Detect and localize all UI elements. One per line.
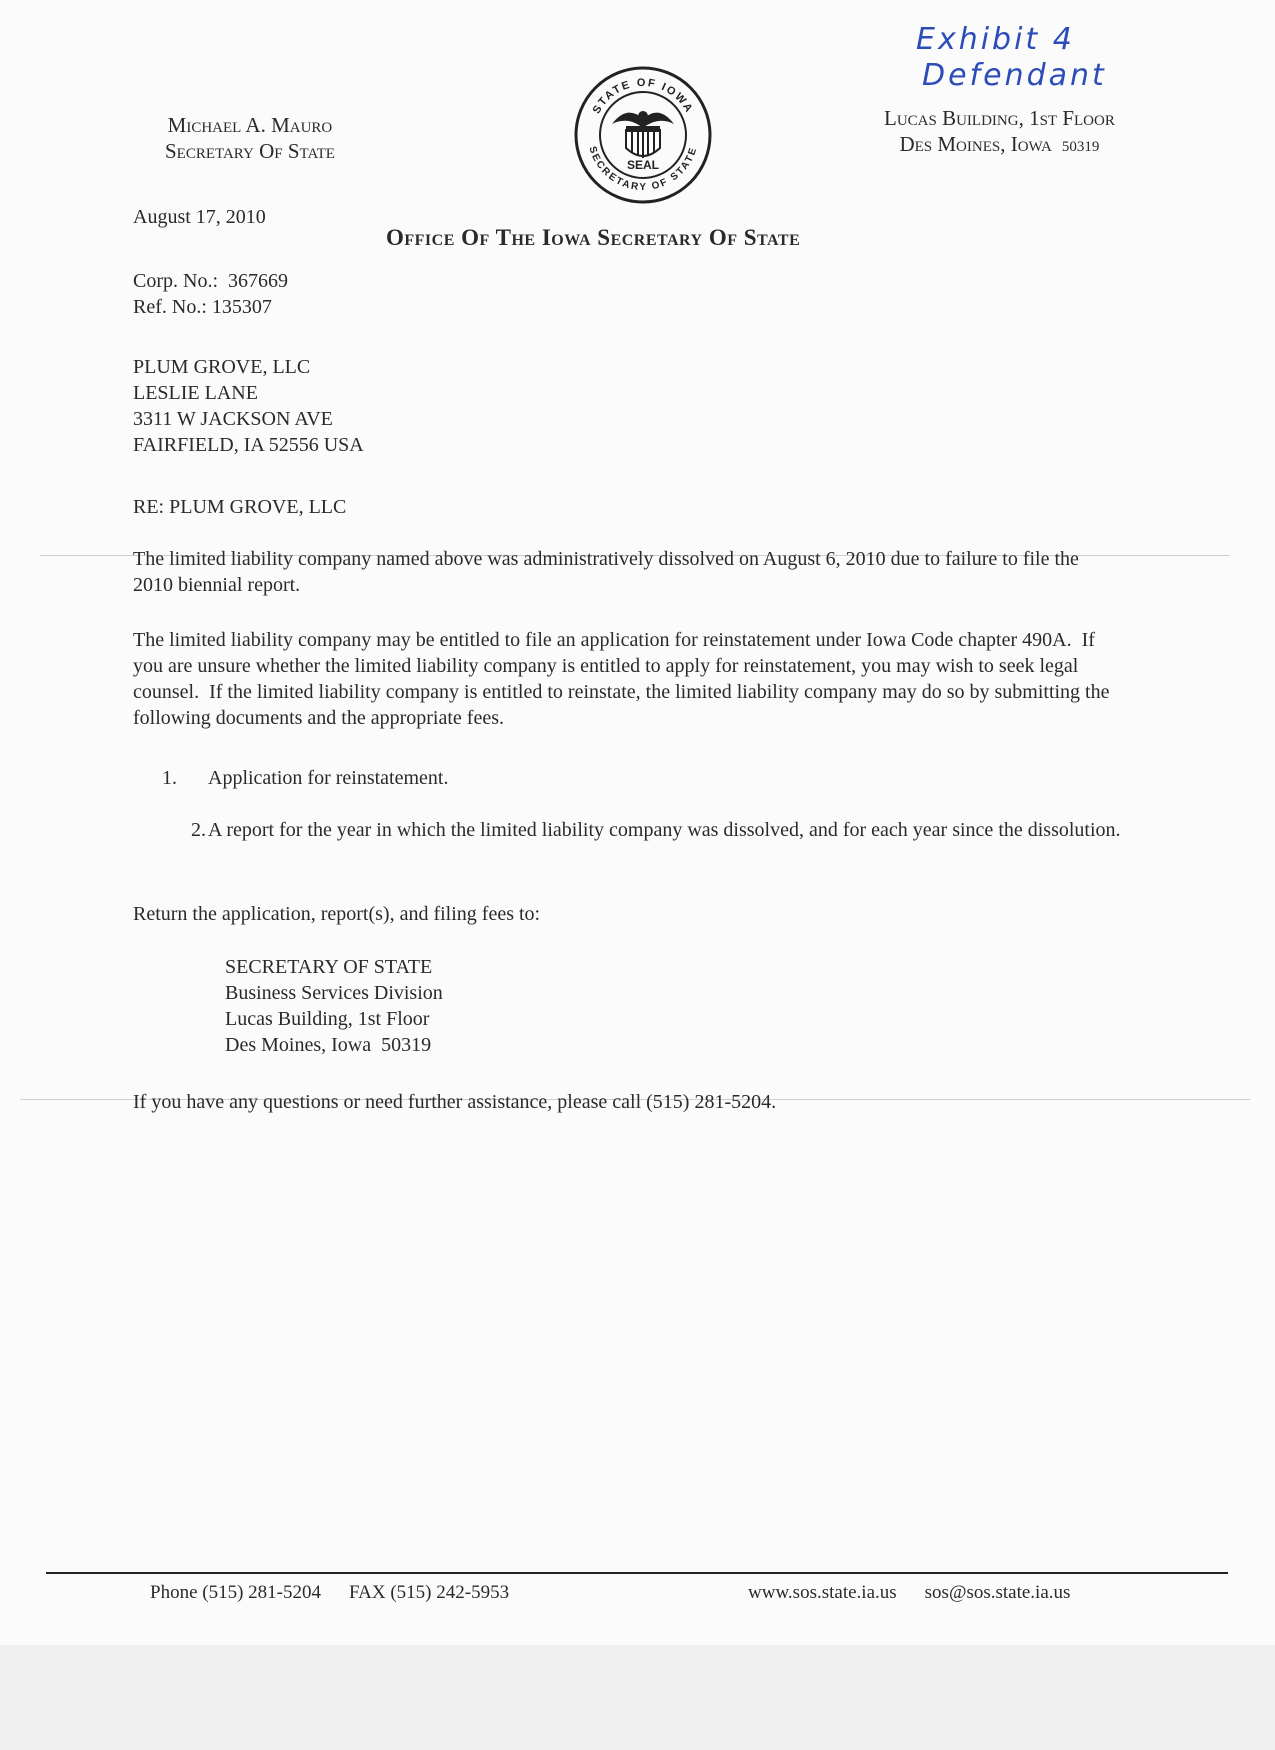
mailing-line: SECRETARY OF STATE bbox=[225, 956, 433, 978]
footer-phone: Phone (515) 281-5204 bbox=[150, 1582, 321, 1603]
secretary-title: Secretary Of State bbox=[165, 139, 335, 163]
footer-fax: FAX (515) 242-5953 bbox=[348, 1582, 510, 1603]
ref-number: Ref. No.: 135307 bbox=[133, 296, 272, 318]
office-zip: 50319 bbox=[1061, 139, 1100, 155]
handwritten-annotation bbox=[916, 22, 1107, 94]
corp-number: Corp. No.: 367669 bbox=[133, 270, 288, 292]
office-address-line1: Lucas Building, 1st Floor bbox=[884, 106, 1115, 130]
footer-website-link[interactable]: www.sos.state.ia.us bbox=[748, 1582, 897, 1603]
footer-divider bbox=[46, 1572, 1228, 1574]
paragraph-reinstatement: The limited liability company may be entitled to file an application for reinstatement under Iowa Code chapter 490A. If you are unsure whether the limited liability company is entitled to apply for reinstatement, you may wish to seek legal counsel. If the limited liability company is entitled to reinstate, the limited liability company may do so by submitting the following documents and the appropriate fees. bbox=[133, 629, 1115, 729]
footer-email-link[interactable]: sos@sos.state.ia.us bbox=[924, 1582, 1071, 1603]
mailing-line: Des Moines, Iowa 50319 bbox=[225, 1034, 432, 1056]
seal-top-text: STATE OF IOWA bbox=[590, 76, 696, 116]
addressee-line: LESLIE LANE bbox=[133, 382, 258, 404]
mailing-line: Lucas Building, 1st Floor bbox=[225, 1008, 430, 1030]
list-item bbox=[133, 817, 1123, 843]
addressee-block bbox=[133, 354, 364, 458]
letterhead-right bbox=[884, 105, 1115, 160]
handwritten-line: Exhibit 4 bbox=[916, 22, 1075, 57]
return-instructions: Return the application, report(s), and filing fees to: bbox=[133, 903, 541, 925]
mailing-line: Business Services Division bbox=[225, 982, 443, 1004]
addressee-line: FAIRFIELD, IA 52556 USA bbox=[133, 434, 364, 456]
office-address-line2: Des Moines, Iowa bbox=[899, 132, 1052, 156]
addressee-line: PLUM GROVE, LLC bbox=[133, 356, 311, 378]
list-item bbox=[162, 765, 448, 791]
handwritten-line: Defendant bbox=[922, 58, 1107, 93]
list-text: A report for the year in which the limited liability company was dissolved, and for each year since the dissolution. bbox=[208, 819, 1121, 841]
page-title: Office Of The Iowa Secretary Of State bbox=[386, 225, 801, 250]
mailing-address-block bbox=[225, 954, 443, 1058]
list-number: 1. bbox=[162, 767, 177, 789]
secretary-name: Michael A. Mauro bbox=[167, 113, 333, 137]
reference-numbers bbox=[133, 268, 288, 320]
re-line: RE: PLUM GROVE, LLC bbox=[133, 496, 347, 518]
paragraph-dissolution: The limited liability company named above was administratively dissolved on August 6, 2010 due to failure to file the 2010 biennial report. bbox=[133, 548, 1079, 596]
list-text: Application for reinstatement. bbox=[208, 767, 449, 789]
addressee-line: 3311 W JACKSON AVE bbox=[133, 408, 333, 430]
questions-line: If you have any questions or need further assistance, please call (515) 281-5204. bbox=[133, 1091, 777, 1113]
scan-background bbox=[0, 1645, 1275, 1750]
footer-web bbox=[748, 1582, 1070, 1604]
letterhead-left bbox=[165, 112, 335, 164]
letter-date: August 17, 2010 bbox=[133, 206, 266, 228]
seal-ring-text: SECRETARY OF STATE bbox=[586, 145, 700, 194]
list-number: 2. bbox=[191, 819, 206, 841]
svg-text:STATE OF IOWA bbox=[591, 77, 696, 116]
state-seal-icon bbox=[572, 64, 714, 206]
footer-contact bbox=[150, 1582, 509, 1604]
seal-center-text: SEAL bbox=[626, 158, 660, 172]
